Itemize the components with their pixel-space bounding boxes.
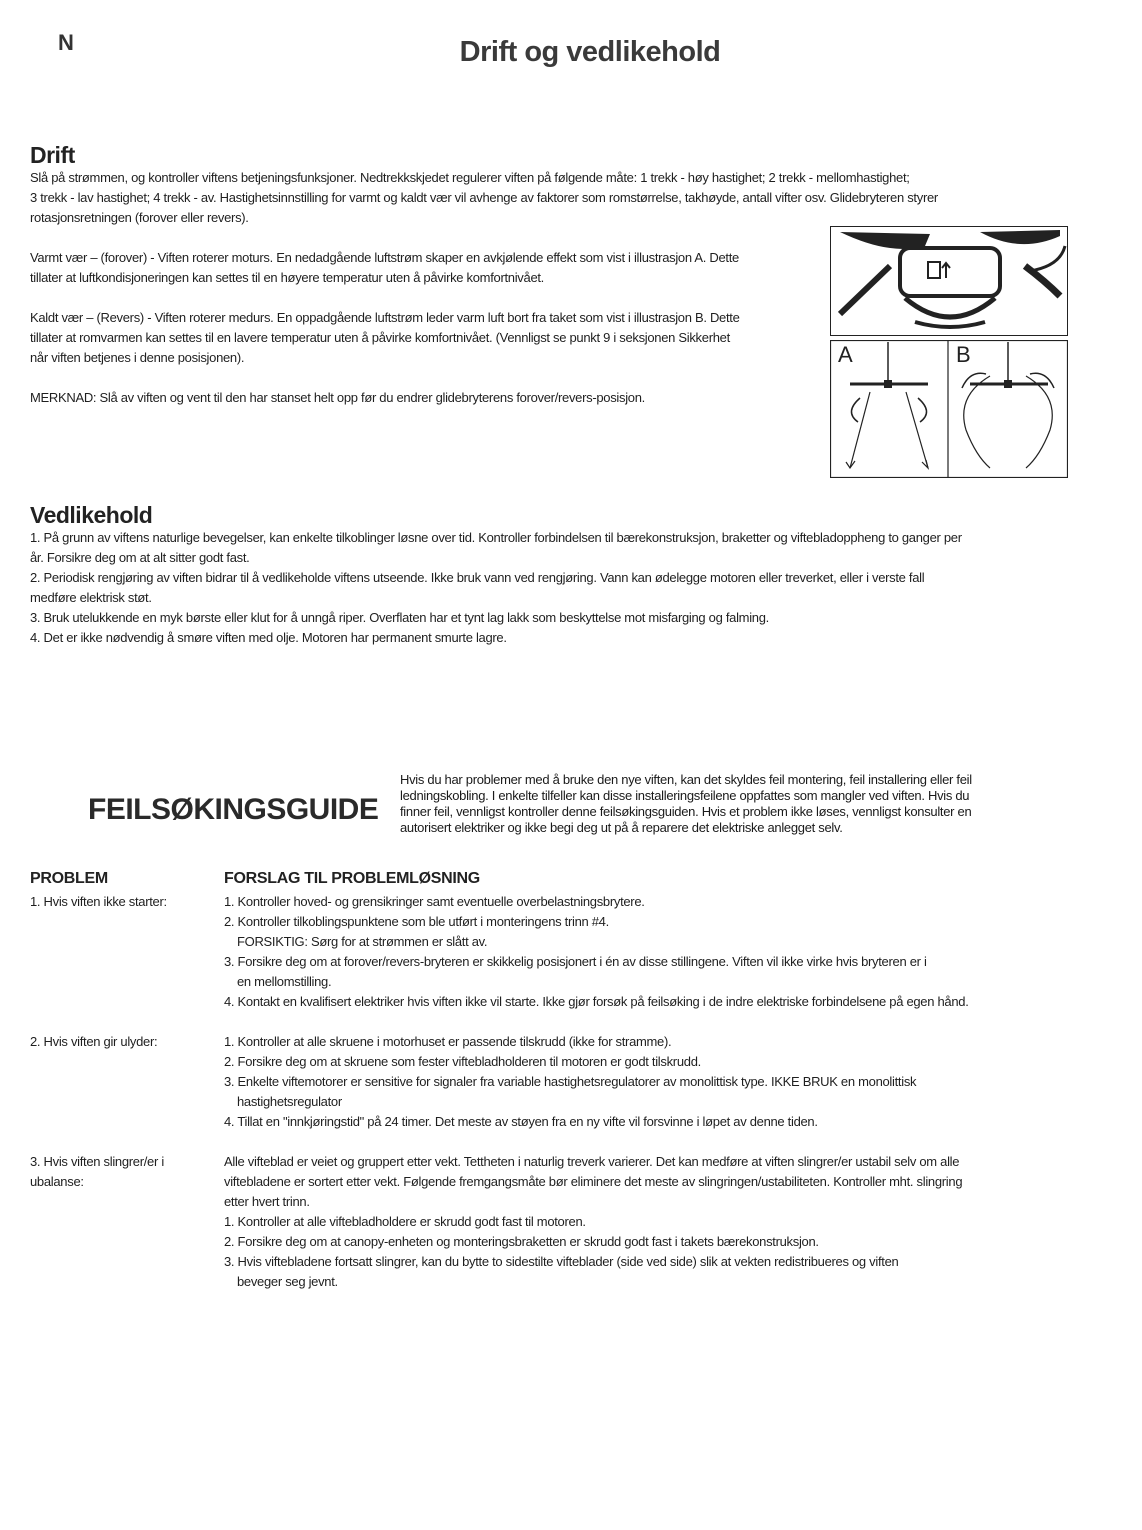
problem-2-label: 2. Hvis viften gir ulyder: — [30, 1034, 158, 1049]
troubleshooting-intro-line: autorisert elektriker og ikke begi deg ut på å reparere det elektriske anlegget selv. — [400, 820, 843, 835]
airflow-diagram — [830, 340, 1068, 478]
solution-line: 2. Forsikre deg om at skruene som fester viftebladholderen til motoren er godt tilskrudd. — [224, 1054, 701, 1069]
solution-line: etter hvert trinn. — [224, 1194, 310, 1209]
cold-weather-line: tillater at romvarmen kan settes til en lavere temperatur uten å påvirke komfortnivået. (Vennligst se punkt 9 i seksjonen Sikkerhet — [30, 330, 730, 345]
vedlikehold-heading: Vedlikehold — [30, 502, 153, 528]
troubleshooting-title: FEILSØKINGSGUIDE — [88, 793, 379, 826]
problem-3-label — [30, 1152, 215, 1192]
vedlikehold-line: år. Forsikre deg om at alt sitter godt fast. — [30, 550, 250, 565]
drift-intro-line: Slå på strømmen, og kontroller viftens betjeningsfunksjoner. Nedtrekkskjedet regulerer viften på følgende måte: 1 trekk - høy hastighet; 2 trekk - mellomhastighet; — [30, 170, 910, 185]
solution-line: 1. Kontroller at alle skruene i motorhuset er passende tilskrudd (ikke for stramme). — [224, 1034, 672, 1049]
illustration-label-a: A — [838, 342, 853, 367]
solution-line: en mellomstilling. — [237, 974, 332, 989]
warm-weather-text — [30, 248, 820, 288]
solution-line: 4. Tillat en "innkjøringstid" på 24 timer. Det meste av støyen fra en ny vifte vil forsvinne i løpet av denne tiden. — [224, 1114, 818, 1129]
troubleshooting-intro — [400, 772, 1050, 836]
drift-intro-line: rotasjonsretningen (forover eller revers). — [30, 210, 249, 225]
illustration-label-b: B — [956, 342, 971, 367]
problem-3-label-line: ubalanse: — [30, 1174, 84, 1189]
drift-intro — [30, 168, 1090, 228]
problem-3-label-line: 3. Hvis viften slingrer/er i — [30, 1154, 164, 1169]
solution-line: FORSIKTIG: Sørg for at strømmen er slått av. — [237, 934, 488, 949]
vedlikehold-line: 4. Det er ikke nødvendig å smøre viften med olje. Motoren har permanent smurte lagre. — [30, 630, 507, 645]
solution-line: viftebladene er sortert etter vekt. Følgende fremgangsmåte bør eliminere det meste av slingringen/ustabiliteten. Kontroller mht. slingring — [224, 1174, 963, 1189]
problem-1-solutions — [224, 892, 1104, 1012]
solution-line: 2. Kontroller tilkoblingspunktene som ble utført i monteringens trinn #4. — [224, 914, 609, 929]
warm-weather-line: tillater at luftkondisjoneringen kan settes til en høyere temperatur uten å påvirke komfortnivået. — [30, 270, 544, 285]
cold-weather-text — [30, 308, 820, 368]
solution-line: 3. Hvis viftebladene fortsatt slingrer, kan du bytte to sidestilte vifteblader (side ved side) slik at vekten redistribueres og viften — [224, 1254, 899, 1269]
vedlikehold-line: 1. På grunn av viftens naturlige bevegelser, kan enkelte tilkoblinger løsne over tid. Kontroller forbindelsen til bærekonstruksjon, braketter og viftebladoppheng to ganger per — [30, 530, 962, 545]
solution-line: 2. Forsikre deg om at canopy-enheten og monteringsbraketten er skrudd godt fast i takets bærekonstruksjon. — [224, 1234, 819, 1249]
problem-2-solutions — [224, 1032, 1104, 1132]
solution-line: 1. Kontroller at alle viftebladholdere er skrudd godt fast til motoren. — [224, 1214, 586, 1229]
solution-line: 3. Forsikre deg om at forover/revers-bryteren er skikkelig posisjonert i én av disse stillingene. Viften vil ikke virke hvis bryteren er i — [224, 954, 927, 969]
vedlikehold-line: 2. Periodisk rengjøring av viften bidrar til å vedlikeholde viftens utseende. Ikke bruk vann ved rengjøring. Vann kan ødelegge motoren eller treverket, eller i verste fall — [30, 570, 925, 585]
drift-intro-line: 3 trekk - lav hastighet; 4 trekk - av. Hastighetsinnstilling for varmt og kaldt vær vil avhenge av faktorer som romstørrelse, takhøyde, antall vifter osv. Glidebryteren styrer — [30, 190, 938, 205]
vedlikehold-list — [30, 528, 1100, 648]
troubleshooting-intro-line: ledningskobling. I enkelte tilfeller kan disse installeringsfeilene oppfattes som mangler ved viften. Hvis du — [400, 788, 970, 803]
problem-3-solutions — [224, 1152, 1104, 1292]
drift-heading: Drift — [30, 142, 75, 168]
page-title: Drift og vedlikehold — [459, 36, 721, 68]
problem-1-label: 1. Hvis viften ikke starter: — [30, 894, 167, 909]
vedlikehold-line: 3. Bruk utelukkende en myk børste eller klut for å unngå riper. Overflaten har et tynt lag lakk som beskyttelse mot misfarging og falming. — [30, 610, 769, 625]
airflow-illustration — [830, 340, 1068, 478]
solution-column-header: FORSLAG TIL PROBLEMLØSNING — [224, 870, 480, 887]
problem-column-header: PROBLEM — [30, 870, 108, 887]
troubleshooting-intro-line: Hvis du har problemer med å bruke den nye viften, kan det skyldes feil montering, feil installering eller feil — [400, 772, 972, 787]
fan-body-drawing — [830, 226, 1068, 336]
solution-line: 3. Enkelte viftemotorer er sensitive for signaler fra variable hastighetsregulatorer av monolittisk type. IKKE BRUK en monolittisk — [224, 1074, 917, 1089]
fan-illustration — [830, 226, 1068, 336]
language-marker: N — [58, 30, 74, 55]
troubleshooting-intro-line: finner feil, vennligst kontroller denne feilsøkingsguiden. Hvis et problem ikke løses, vennligst konsulter en — [400, 804, 972, 819]
cold-weather-line: Kaldt vær – (Revers) - Viften roterer medurs. En oppadgående luftstrøm leder varm luft bort fra taket som vist i illustrasjon B. Dette — [30, 310, 740, 325]
solution-line: 4. Kontakt en kvalifisert elektriker hvis viften ikke vil starte. Ikke gjør forsøk på feilsøking i de indre elektriske forbindelsene på egen hånd. — [224, 994, 969, 1009]
warm-weather-line: Varmt vær – (forover) - Viften roterer moturs. En nedadgående luftstrøm skaper en avkjølende effekt som vist i illustrasjon A. Dette — [30, 250, 739, 265]
cold-weather-line: når viften betjenes i denne posisjonen). — [30, 350, 245, 365]
drift-note: MERKNAD: Slå av viften og vent til den har stanset helt opp før du endrer glidebryterens forover/revers-posisjon. — [30, 390, 645, 405]
solution-line: 1. Kontroller hoved- og grensikringer samt eventuelle overbelastningsbrytere. — [224, 894, 645, 909]
vedlikehold-line: medføre elektrisk støt. — [30, 590, 152, 605]
solution-line: beveger seg jevnt. — [237, 1274, 338, 1289]
solution-line: Alle vifteblad er veiet og gruppert etter vekt. Tettheten i naturlig treverk varierer. Det kan medføre at viften slingrer/er ustabil selv om alle — [224, 1154, 960, 1169]
solution-line: hastighetsregulator — [237, 1094, 342, 1109]
